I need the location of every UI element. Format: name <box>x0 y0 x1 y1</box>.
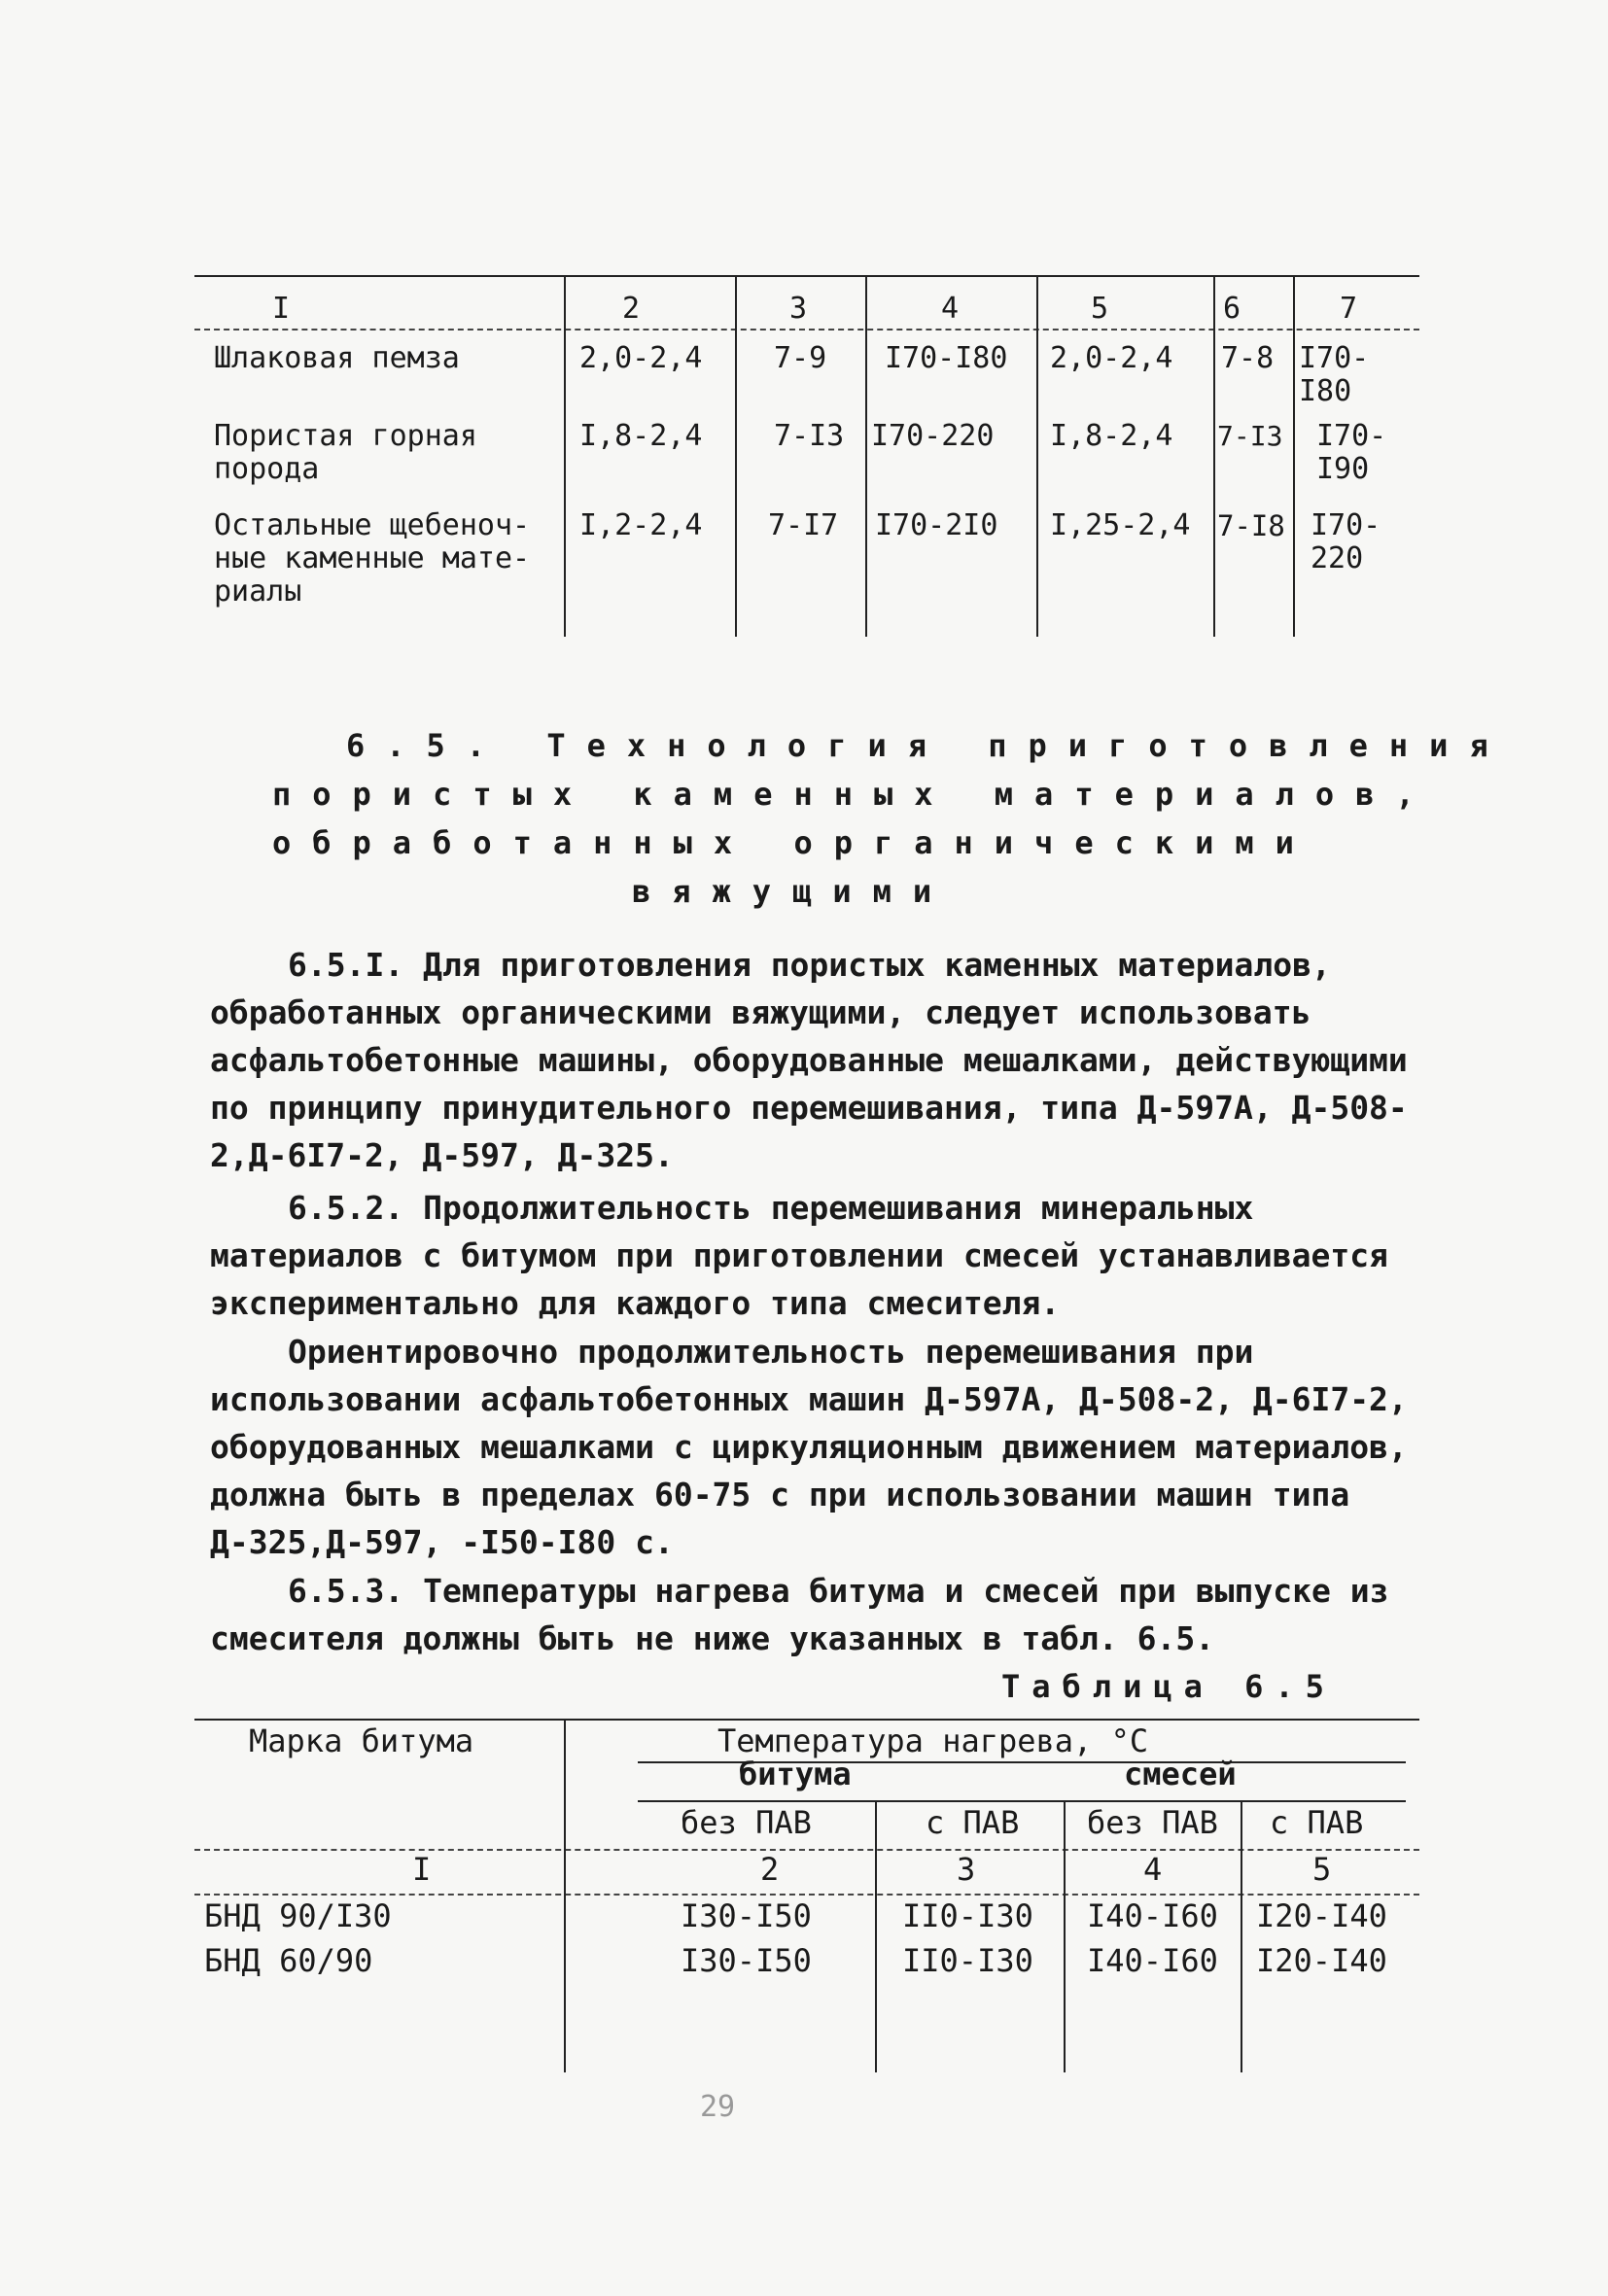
cell-c5: 2,0-2,4 <box>1050 341 1173 375</box>
cell-value: II0-I30 <box>902 1942 1033 1979</box>
cell-material: Остальные щебеноч- <box>214 508 531 542</box>
cell-value: I30-I50 <box>681 1897 812 1934</box>
section-title-line: обработанных органическими <box>272 824 1315 861</box>
cell-value: I20-I40 <box>1256 1897 1387 1934</box>
cell-c2: I,8-2,4 <box>579 419 703 453</box>
paragraph-text: 6.5.I. Для приготовления пористых каменных материалов, обработанных органическими вяжущими, следует использовать асфальтобетонные машины, оборудованные мешалками, действующими по принципу принудительного перемешивания, типа Д-597А, Д-508-2,Д-6I7-2, Д-597, Д-325. <box>210 946 1408 1174</box>
table-caption: Таблица 6.5 <box>1001 1668 1336 1705</box>
section-title-line: вяжущими <box>632 873 954 910</box>
cell-material: порода <box>214 452 320 486</box>
col-header-4: 4 <box>941 292 960 326</box>
section-title-line: 6.5. Технология приготовления <box>346 727 1510 764</box>
col-number: I <box>412 1851 432 1888</box>
col-header-grade: Марка битума <box>249 1722 474 1759</box>
cell-c7: I90 <box>1316 452 1370 486</box>
cell-c7: I70- <box>1299 341 1370 375</box>
cell-c7: I80 <box>1299 374 1352 408</box>
cell-value: II0-I30 <box>902 1897 1033 1934</box>
col-header-7: 7 <box>1340 292 1358 326</box>
cell-c7: 220 <box>1311 541 1364 575</box>
cell-c6: 7-8 <box>1221 341 1275 375</box>
cell-grade: БНД 90/I30 <box>204 1897 392 1934</box>
cell-c4: I70-I80 <box>885 341 1008 375</box>
subgroup-mix: смесей <box>1124 1756 1237 1792</box>
page-number: 29 <box>700 2090 736 2124</box>
cell-c7: I70- <box>1311 508 1381 542</box>
cell-value: I40-I60 <box>1087 1897 1218 1934</box>
col-number: 2 <box>760 1851 780 1888</box>
cell-material: ные каменные мате- <box>214 541 531 575</box>
col-header-2: 2 <box>622 292 641 326</box>
cell-c5: I,25-2,4 <box>1050 508 1191 542</box>
cell-c6: 7-I3 <box>1217 420 1283 452</box>
cell-c3: 7-I7 <box>768 508 839 542</box>
paragraph-text: 6.5.3. Температуры нагрева битума и смесей при выпуске из смесителя должны быть не ниже указанных в табл. 6.5. <box>210 1572 1389 1657</box>
paragraph-note <box>210 1328 1435 1566</box>
cell-c4: I70-2I0 <box>875 508 998 542</box>
cell-value: I20-I40 <box>1256 1942 1387 1979</box>
paragraph-text: 6.5.2. Продолжительность перемешивания минеральных материалов с битумом при приготовлении смесей устанавливается экспериментально для каждого типа смесителя. <box>210 1189 1388 1322</box>
col-number: 3 <box>957 1851 976 1888</box>
cell-c4: I70-220 <box>871 419 995 453</box>
cell-c3: 7-I3 <box>774 419 845 453</box>
cell-material: Шлаковая пемза <box>214 341 460 375</box>
sub-header: с ПАВ <box>926 1804 1020 1841</box>
paragraph-6-5-3 <box>210 1567 1435 1662</box>
cell-grade: БНД 60/90 <box>204 1942 373 1979</box>
sub-header: без ПАВ <box>681 1804 812 1841</box>
section-title-line: пористых каменных материалов, <box>272 776 1436 813</box>
cell-value: I30-I50 <box>681 1942 812 1979</box>
cell-c7: I70- <box>1316 419 1387 453</box>
sub-header: без ПАВ <box>1087 1804 1218 1841</box>
paragraph-6-5-2 <box>210 1184 1435 1327</box>
col-number: 4 <box>1143 1851 1163 1888</box>
paragraph-6-5-1 <box>210 941 1435 1179</box>
group-header-temperature: Температура нагрева, °С <box>717 1722 1149 1759</box>
cell-value: I40-I60 <box>1087 1942 1218 1979</box>
subgroup-bitumen: битума <box>739 1756 852 1792</box>
col-number: 5 <box>1312 1851 1332 1888</box>
cell-c6: 7-I8 <box>1217 509 1285 542</box>
paragraph-text: Ориентировочно продолжительность перемешивания при использовании асфальтобетонных машин Д-597А, Д-508-2, Д-6I7-2, оборудованных мешалками с циркуляционным движением материалов, должна быть в пределах 60-75 с при использовании машин типа Д-325,Д-597, -I50-I80 с. <box>210 1333 1408 1561</box>
col-header-6: 6 <box>1223 292 1241 326</box>
cell-c2: 2,0-2,4 <box>579 341 703 375</box>
cell-c3: 7-9 <box>774 341 827 375</box>
cell-c5: I,8-2,4 <box>1050 419 1173 453</box>
col-header-5: 5 <box>1091 292 1109 326</box>
sub-header: с ПАВ <box>1270 1804 1364 1841</box>
col-header-1: I <box>272 292 291 326</box>
col-header-3: 3 <box>789 292 808 326</box>
cell-material: риалы <box>214 574 302 609</box>
cell-material: Пористая горная <box>214 419 477 453</box>
cell-c2: I,2-2,4 <box>579 508 703 542</box>
